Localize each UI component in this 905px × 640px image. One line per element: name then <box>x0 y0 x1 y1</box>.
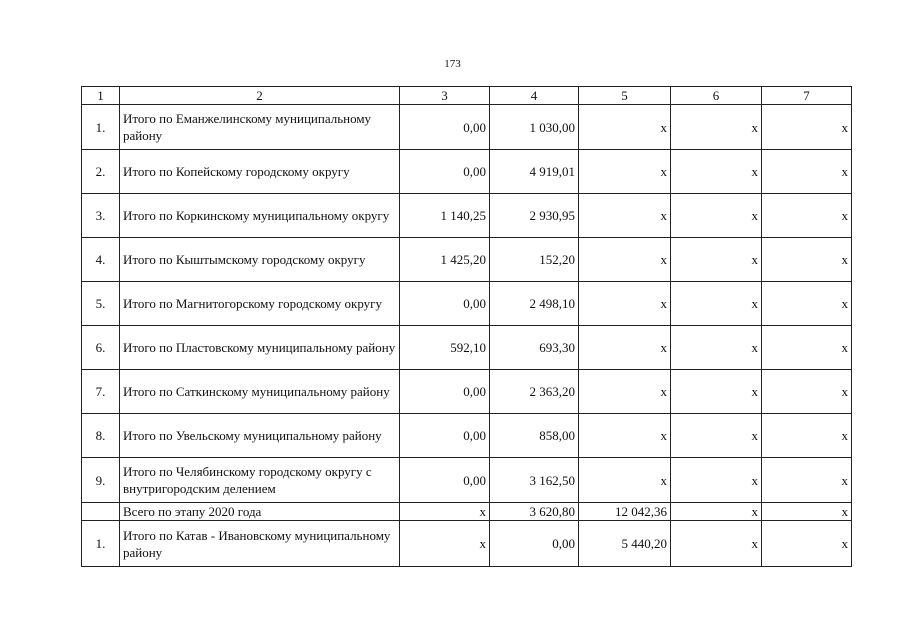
row-number-cell: 1. <box>82 521 120 567</box>
column-3-cell: 0,00 <box>400 370 490 414</box>
column-4-cell: 1 030,00 <box>490 105 579 150</box>
column-5-cell: x <box>579 326 671 370</box>
column-3-cell: 0,00 <box>400 414 490 458</box>
column-6-cell: x <box>671 458 762 503</box>
column-6-cell: x <box>671 105 762 150</box>
table-row <box>82 238 852 282</box>
row-number-cell: 2. <box>82 150 120 194</box>
column-5-cell: 12 042,36 <box>579 503 671 521</box>
column-5-cell: 5 440,20 <box>579 521 671 567</box>
column-5-cell: x <box>579 370 671 414</box>
column-7-cell: x <box>762 238 852 282</box>
row-number-cell: 9. <box>82 458 120 503</box>
column-4-cell: 2 363,20 <box>490 370 579 414</box>
column-4-cell: 4 919,01 <box>490 150 579 194</box>
row-name-cell: Итого по Магнитогорскому городскому округу <box>120 282 400 326</box>
row-number-cell: 1. <box>82 105 120 150</box>
column-7-cell: x <box>762 194 852 238</box>
column-6-cell: x <box>671 521 762 567</box>
row-number-cell: 7. <box>82 370 120 414</box>
column-6-cell: x <box>671 194 762 238</box>
row-name-cell: Итого по Челябинскому городскому округу с внутригородским делением <box>120 458 400 503</box>
column-7-cell: x <box>762 282 852 326</box>
column-6-cell: x <box>671 238 762 282</box>
column-5-cell: x <box>579 414 671 458</box>
row-number-cell: 3. <box>82 194 120 238</box>
column-5-cell: x <box>579 105 671 150</box>
row-name-cell: Итого по Коркинскому муниципальному округу <box>120 194 400 238</box>
column-4-cell: 152,20 <box>490 238 579 282</box>
column-5-cell: x <box>579 282 671 326</box>
column-header: 3 <box>400 87 490 105</box>
row-name-cell: Итого по Копейскому городскому округу <box>120 150 400 194</box>
column-4-cell: 3 162,50 <box>490 458 579 503</box>
table-row <box>82 503 852 521</box>
row-name-cell: Итого по Пластовскому муниципальному району <box>120 326 400 370</box>
column-header: 1 <box>82 87 120 105</box>
column-4-cell: 858,00 <box>490 414 579 458</box>
row-number-cell: 5. <box>82 282 120 326</box>
column-header: 5 <box>579 87 671 105</box>
column-3-cell: 0,00 <box>400 282 490 326</box>
table-row <box>82 370 852 414</box>
column-3-cell: 592,10 <box>400 326 490 370</box>
row-number-cell: 6. <box>82 326 120 370</box>
row-number-cell: 4. <box>82 238 120 282</box>
column-3-cell: x <box>400 521 490 567</box>
column-3-cell: 0,00 <box>400 105 490 150</box>
column-3-cell: 1 425,20 <box>400 238 490 282</box>
row-name-cell: Итого по Увельскому муниципальному району <box>120 414 400 458</box>
column-4-cell: 693,30 <box>490 326 579 370</box>
column-6-cell: x <box>671 370 762 414</box>
column-6-cell: x <box>671 503 762 521</box>
column-3-cell: 0,00 <box>400 458 490 503</box>
column-4-cell: 2 930,95 <box>490 194 579 238</box>
row-name-cell: Итого по Кыштымскому городскому округу <box>120 238 400 282</box>
column-4-cell: 2 498,10 <box>490 282 579 326</box>
row-number-cell <box>82 503 120 521</box>
row-name-cell: Итого по Катав - Ивановскому муниципальному району <box>120 521 400 567</box>
column-6-cell: x <box>671 150 762 194</box>
column-3-cell: 1 140,25 <box>400 194 490 238</box>
column-7-cell: x <box>762 150 852 194</box>
column-header: 2 <box>120 87 400 105</box>
column-7-cell: x <box>762 521 852 567</box>
row-name-cell: Итого по Еманжелинскому муниципальному району <box>120 105 400 150</box>
table-row <box>82 326 852 370</box>
summary-table <box>81 86 852 567</box>
column-header: 4 <box>490 87 579 105</box>
table-row <box>82 458 852 503</box>
row-name-cell: Всего по этапу 2020 года <box>120 503 400 521</box>
column-7-cell: x <box>762 503 852 521</box>
header-row <box>82 87 852 105</box>
column-7-cell: x <box>762 326 852 370</box>
table-row <box>82 150 852 194</box>
column-5-cell: x <box>579 150 671 194</box>
row-name-cell: Итого по Саткинскому муниципальному району <box>120 370 400 414</box>
column-5-cell: x <box>579 458 671 503</box>
table-row <box>82 194 852 238</box>
page-number: 173 <box>444 58 461 70</box>
column-7-cell: x <box>762 105 852 150</box>
column-3-cell: 0,00 <box>400 150 490 194</box>
table-row <box>82 282 852 326</box>
column-header: 7 <box>762 87 852 105</box>
column-5-cell: x <box>579 238 671 282</box>
column-4-cell: 0,00 <box>490 521 579 567</box>
column-3-cell: x <box>400 503 490 521</box>
table-row <box>82 521 852 567</box>
column-7-cell: x <box>762 414 852 458</box>
column-header: 6 <box>671 87 762 105</box>
row-number-cell: 8. <box>82 414 120 458</box>
column-6-cell: x <box>671 414 762 458</box>
column-5-cell: x <box>579 194 671 238</box>
table-row <box>82 414 852 458</box>
column-6-cell: x <box>671 326 762 370</box>
column-4-cell: 3 620,80 <box>490 503 579 521</box>
table-row <box>82 105 852 150</box>
column-7-cell: x <box>762 370 852 414</box>
column-7-cell: x <box>762 458 852 503</box>
column-6-cell: x <box>671 282 762 326</box>
